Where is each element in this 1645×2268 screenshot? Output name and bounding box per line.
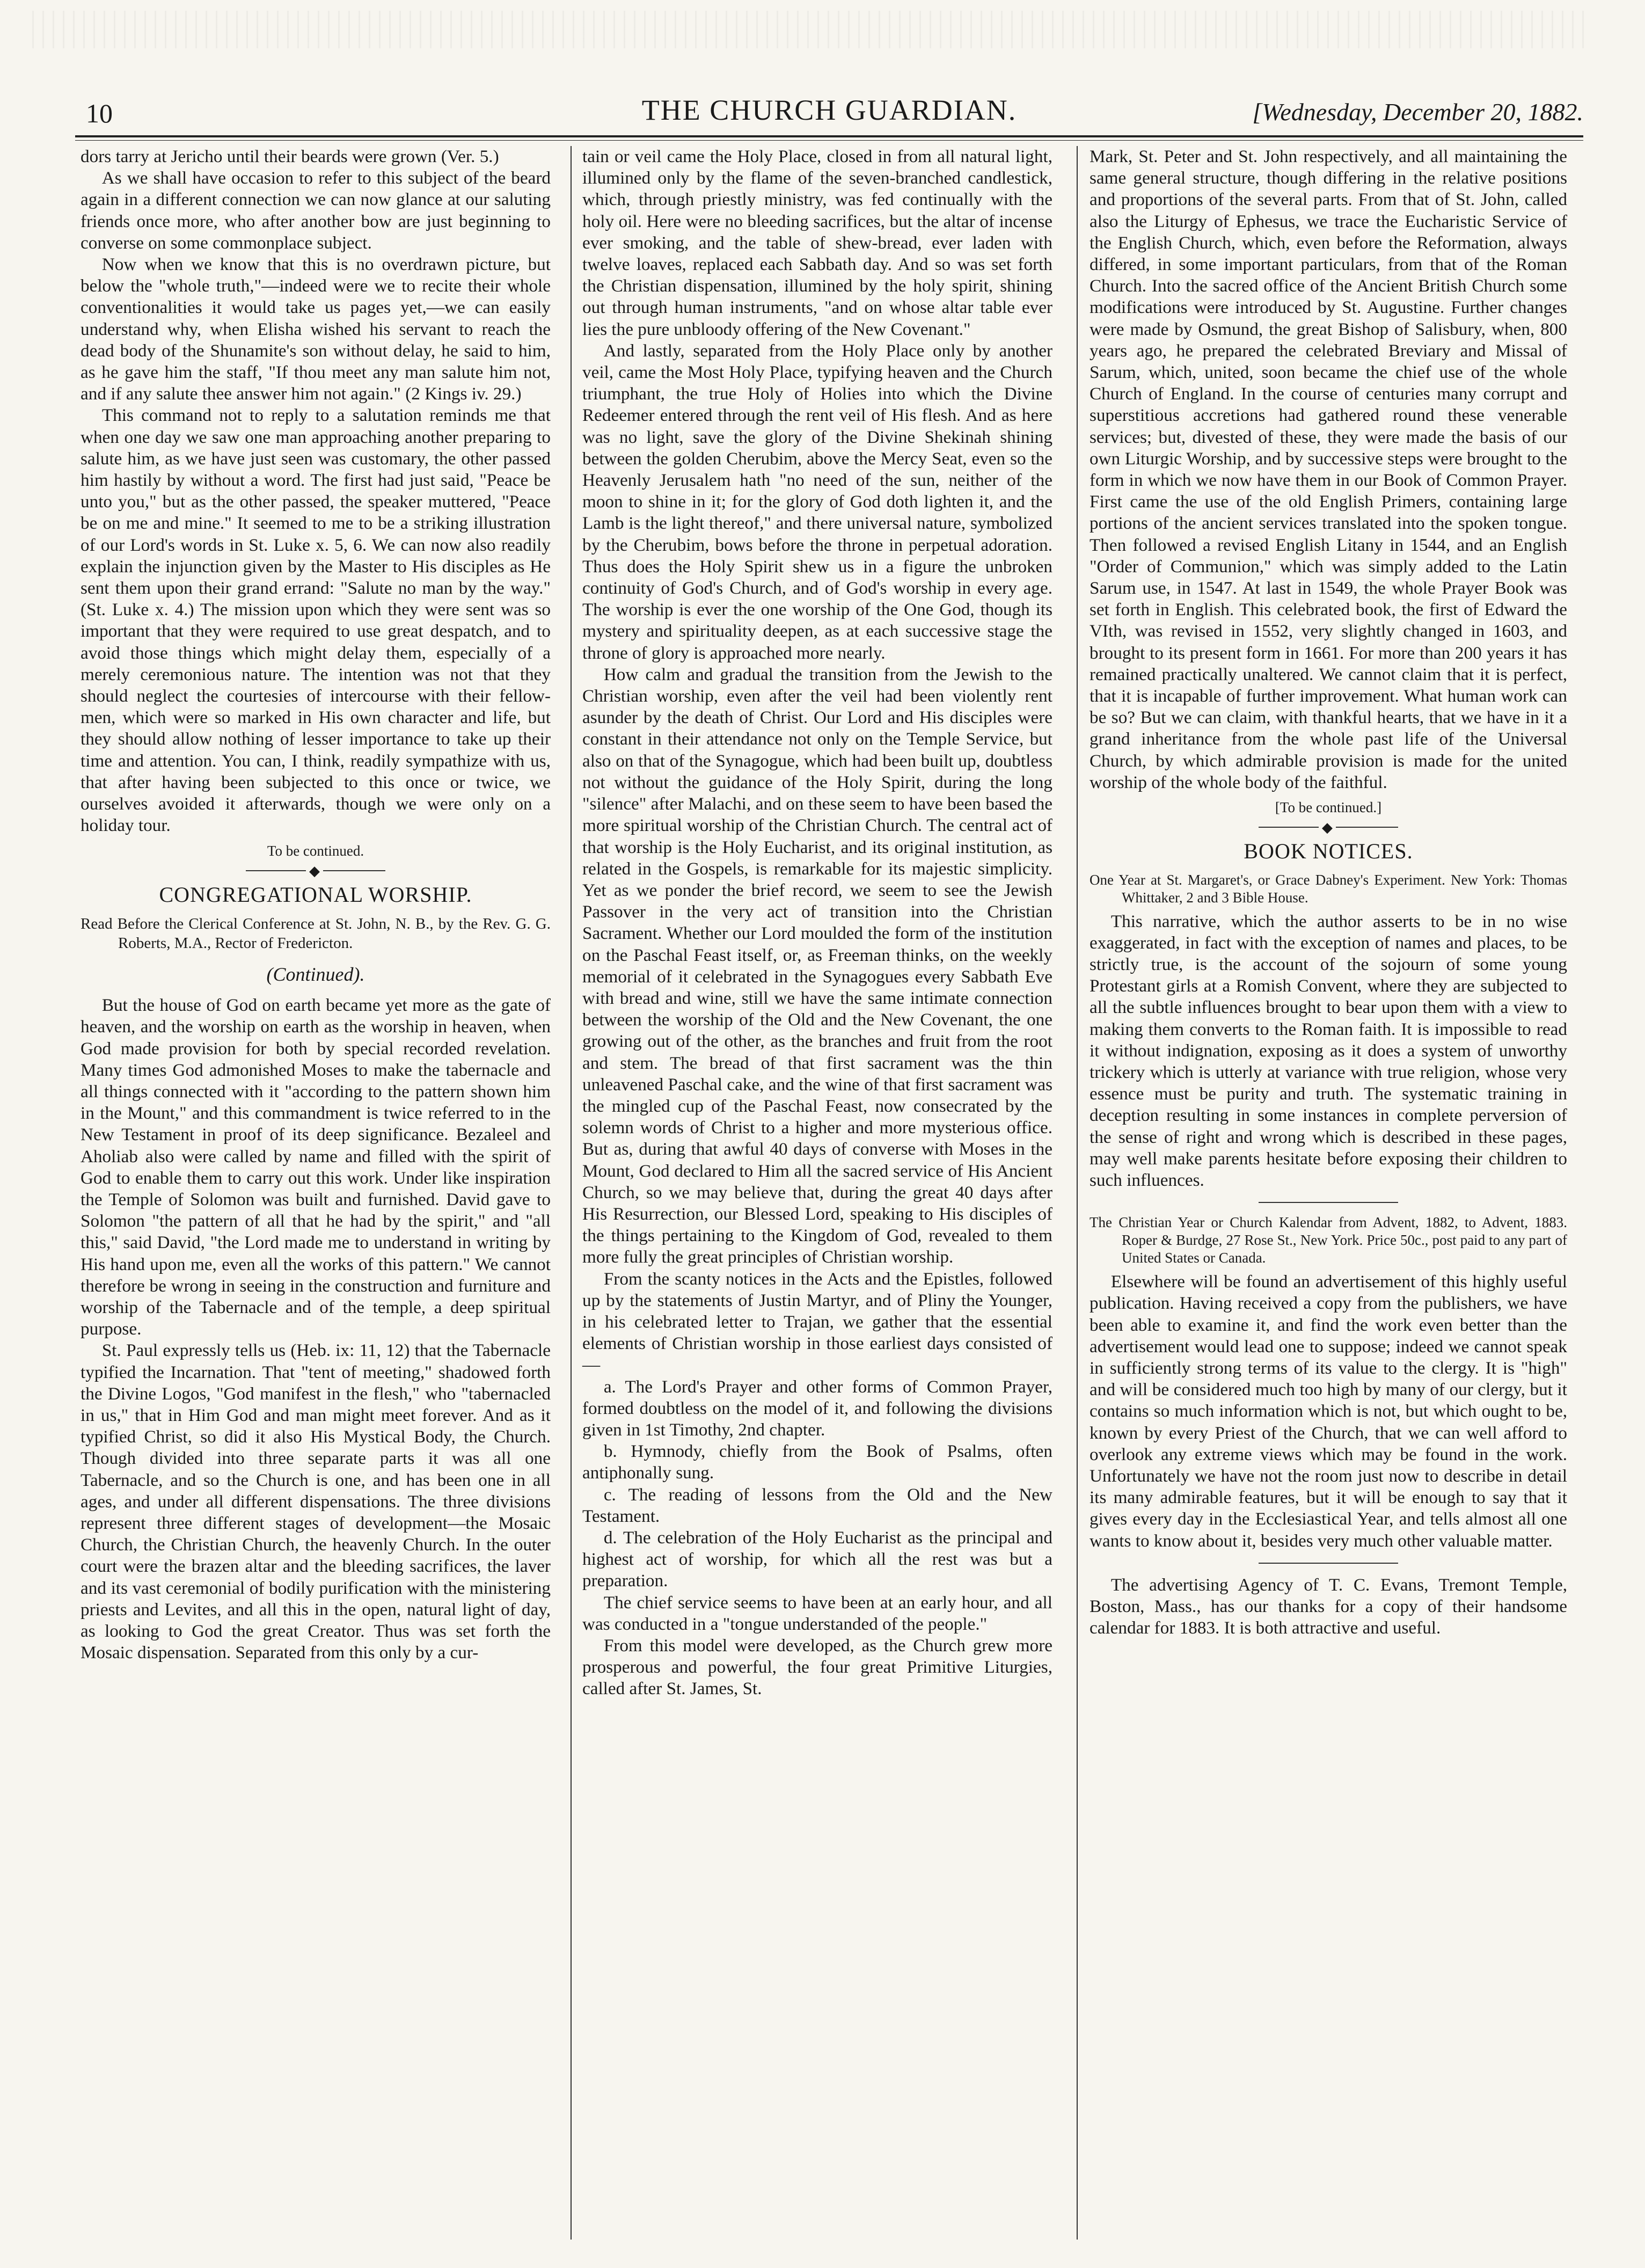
- print-smudge: [32, 11, 1589, 48]
- list-item: d. The celebration of the Holy Eucharist as the principal and highest act of worship, for which all the rest was but a preparation.: [582, 1528, 1052, 1591]
- book-citation: One Year at St. Margaret's, or Grace Dabney's Experiment. New York: Thomas Whittaker, 2 and 3 Bible House.: [1090, 871, 1567, 906]
- paragraph: St. Paul expressly tells us (Heb. ix: 11, 12) that the Tabernacle typified the Incarnation. That "tent of meeting," shadowed forth the Divine Logos, "God manifest in the flesh," who "tabernacled in us," that in Him God and man might meet forever. And as it typified Christ, so did it also His Mystical Body, the Church. Though divided into three separate parts it was all one Tabernacle, and so the Church is one, and has been one in all ages, and under all different dispensations. The three divisions represent three different stages of development—the Mosaic Church, the Christian Church, the heavenly Church. In the outer court were the brazen altar and the bleeding sacrifices, the laver and its vast ceremonial of bodily purification with the ministering priests and Levites, and all this in the open, natural light of day, as looking to God the great Creator. Thus was set forth the Mosaic dispensation. Separated from this only by a cur-: [81, 1340, 551, 1663]
- paragraph: As we shall have occasion to refer to this subject of the beard again in a different connection we can now glance at our saluting friends once more, who after another bow are just beginning to converse on some commonplace subject.: [81, 168, 551, 253]
- column-2: [582, 146, 1052, 1700]
- article-subhead: (Continued).: [266, 963, 365, 985]
- separator-rule: [1259, 1202, 1398, 1203]
- article-heading: CONGREGATIONAL WORSHIP.: [159, 882, 472, 907]
- ornamental-rule: [246, 867, 385, 874]
- page-number: 10: [86, 98, 113, 128]
- to-be-continued: [To be continued.]: [1275, 799, 1382, 816]
- issue-date: [Wednesday, December 20, 1882.: [1252, 98, 1583, 126]
- paragraph: dors tarry at Jericho until their beards were grown (Ver. 5.): [81, 147, 499, 166]
- paragraph: The advertising Agency of T. C. Evans, Tremont Temple, Boston, Mass., has our thanks for a copy of their handsome calendar for 1883. It is both attractive and useful.: [1090, 1574, 1567, 1638]
- masthead-rule: [75, 135, 1583, 141]
- book-citation: The Christian Year or Church Kalendar from Advent, 1882, to Advent, 1883. Roper & Burdge, 27 Rose St., New York. Price 50c., post paid to any part of United States or Canada.: [1090, 1214, 1567, 1266]
- paragraph: Now when we know that this is no overdrawn picture, but below the "whole truth,"—indeed were we to recite their whole conventionalities it would take us pages yet,—we can easily understand why, when Elisha wished his servant to reach the dead body of the Shunamite's son without delay, he said to him, as he gave him the staff, "If thou meet any man salute him not, and if any salute thee answer him not again." (2 Kings iv. 29.): [81, 254, 551, 404]
- paragraph: This narrative, which the author asserts to be in no wise exaggerated, in fact with the exception of names and places, to be strictly true, is the account of the sojourn of some young Protestant girls at a Romish Convent, where they are subjected to all the subtle influences brought to bear upon them with a view to making them converts to the Roman faith. It is impossible to read it without indignation, exposing as it does a system of unworthy trickery which is utterly at variance with true religion, whose very essence must be purity and truth. The systematic training in deception resulting in some instances in complete perversion of the sense of right and wrong which is described in these pages, may well make parents hesitate before exposing their children to such influences.: [1090, 911, 1567, 1190]
- column-3: [1090, 146, 1567, 1639]
- column-divider: [571, 146, 572, 2240]
- column-1: [81, 146, 551, 1664]
- masthead: [75, 91, 1583, 134]
- paragraph: The chief service seems to have been at an early hour, and all was conducted in a "tongue understanded of the people.": [582, 1592, 1052, 1634]
- paragraph: From the scanty notices in the Acts and the Epistles, followed up by the statements of Justin Martyr, and of Pliny the Younger, in his celebrated letter to Trajan, we gather that the essential elements of Christian worship in those earliest days consisted of—: [582, 1268, 1052, 1375]
- paragraph: From this model were developed, as the Church grew more prosperous and powerful, the four great Primitive Liturgies, called after St. James, St.: [582, 1636, 1052, 1699]
- paragraph: tain or veil came the Holy Place, closed in from all natural light, illumined only by the flame of the seven-branched candlestick, which, through priestly ministry, was fed continually with the holy oil. Here were no bleeding sacrifices, but the altar of incense ever smoking, and the table of shew-bread, ever laden with twelve loaves, replaced each Sabbath day. And so was set forth the Christian dispensation, illumined by the holy spirit, shining out through human instruments, "and on whose altar table ever lies the pure unbloody offering of the New Covenant.": [582, 147, 1052, 339]
- paragraph: And lastly, separated from the Holy Place only by another veil, came the Most Holy Place, typifying heaven and the Church triumphant, the true Holy of Holies into which the Divine Redeemer entered through the rent veil of His flesh. And as here was no light, save the glory of the Divine Shekinah shining between the golden Cherubim, above the Mercy Seat, even so the Heavenly Jerusalem hath "no need of the sun, neither of the moon to shine in it; for the glory of God doth lighten it, and the Lamb is the light thereof," and there universal nature, symbolized by the Cherubim, bows before the throne in perpetual adoration. Thus does the Holy Spirit shew us in a figure the unbroken continuity of God's Church, and of God's worship in every age. The worship is ever the one worship of the One God, though its mystery and spirituality deepen, as at each successive stage the throne of glory is approached more nearly.: [582, 340, 1052, 663]
- to-be-continued: To be continued.: [267, 842, 364, 859]
- paragraph: Mark, St. Peter and St. John respectively, and all maintaining the same general structure, though differing in the relative positions and proportions of the several parts. From that of St. John, called also the Liturgy of Ephesus, we trace the Eucharistic Service of the English Church, which, even before the Reformation, always differed, in some important particulars, from that of the Roman Church. Into the sacred office of the Ancient British Church some modifications were introduced by St. Augustine. Further changes were made by Osmund, the great Bishop of Salisbury, when, 800 years ago, he prepared the celebrated Breviary and Missal of Sarum, which, united, soon became the chief use of the whole Church of England. In the course of centuries many corrupt and superstitious accretions had gathered round these venerable services; but, divested of these, they were made the basis of our own Liturgic Worship, and by successive steps were brought to the form in which we now have them in our Book of Common Prayer. First came the use of the old English Primers, containing large portions of the ancient services translated into the spoken tongue. Then followed a revised English Litany in 1544, and an English "Order of Communion," which was simply added to the Latin Sarum use, in 1547. At last in 1549, the whole Prayer Book was set forth in English. This celebrated book, the first of Edward the VIth, was revised in 1552, very slightly changed in 1603, and brought to its present form in 1661. For more than 200 years it has remained practically unaltered. We cannot claim that it is perfect, that it is incapable of further improvement. What human work can be so? But we can claim, with thankful hearts, that we have in it a grand inheritance from the whole past life of the Universal Church, by which admirable provision is made for the united worship of the whole body of the faithful.: [1090, 147, 1567, 792]
- paragraph: How calm and gradual the transition from the Jewish to the Christian worship, even after the veil had been violently rent asunder by the death of Christ. Our Lord and His disciples were constant in their attendance not only on the Temple Service, but also on that of the Synagogue, which had been built up, doubtless not without the guidance of the Holy Spirit, during the long "silence" after Malachi, and on these seem to have been based the more spiritual worship of the Christian Church. The central act of that worship is the Holy Eucharist, and its original institution, as related in the Gospels, is remarkable for its majestic simplicity. Yet as we ponder the brief record, we seem to see the Jewish Passover in the very act of transition into the Christian Sacrament. Whether our Lord moulded the form of the institution on the Paschal Feast itself, or, as Freeman thinks, on the weekly memorial of it celebrated in the Synagogues every Sabbath Eve with bread and wine, still we have the same intimate connection between the worship of the Old and the New Covenant, the one growing out of the other, as the branches and fruit from the root and stem. The bread of that first sacrament was the thin unleavened Paschal cake, and the wine of that first sacrament was the mingled cup of the Paschal Feast, now consecrated by the solemn words of Christ to a higher and more mysterious office. But as, during that awful 40 days of converse with Moses in the Mount, God declared to Him all the sacred service of His Ancient Church, so we may believe that, during the great 40 days after His Resurrection, our Blessed Lord, speaking to His disciples of the things pertaining to the Kingdom of God, revealed to them more fully the great principles of Christian worship.: [582, 664, 1052, 1267]
- separator-rule: [1259, 1563, 1398, 1564]
- ornamental-rule: [1259, 823, 1398, 831]
- paragraph: But the house of God on earth became yet more as the gate of heaven, and the worship on earth as the worship in heaven, when God made provision for both by special recorded revelation. Many times God admonished Moses to make the tabernacle and all things connected with it "according to the pattern shown him in the Mount," and this commandment is twice referred to in the New Testament in proof of its deep significance. Bezaleel and Aholiab also were called by name and filled with the spirit of God to enable them to carry out this work. Under like inspiration the Temple of Solomon was built and furnished. David gave to Solomon "the pattern of all that he had by the spirit," and "all this," said David, "the Lord made me to understand in writing by His hand upon me, even all the works of this pattern." We cannot therefore be wrong in seeing in the construction and furniture and worship of the Tabernacle and of the temple, a deep spiritual purpose.: [81, 995, 551, 1339]
- paper-title: THE CHURCH GUARDIAN.: [641, 94, 1017, 126]
- section-heading: BOOK NOTICES.: [1244, 839, 1413, 864]
- paragraph: This command not to reply to a salutation reminds me that when one day we saw one man approaching another preparing to salute him, as we have just seen was customary, the other passed him hastily by without a word. The first had just said, "Peace be unto you," but as the other passed, the speaker muttered, "Peace be on me and mine." It seemed to me to be a striking illustration of our Lord's words in St. Luke x. 5, 6. We can now also readily explain the injunction given by the Master to His disciples as He sent them upon their grand errand: "Salute no man by the way." (St. Luke x. 4.) The mission upon which they were sent was so important that they were required to use great despatch, and to avoid those things which might delay them, especially of a merely ceremonious nature. The intention was not that they should neglect the courtesies of intercourse with their fellow-men, which were so marked in His own character and life, but they should allow nothing of lesser importance to take up their time and attention. You can, I think, readily sympathize with us, that after having been subjected to this once or twice, we ourselves avoided it afterwards, though we were only on a holiday tour.: [81, 405, 551, 836]
- article-byline: Read Before the Clerical Conference at St. John, N. B., by the Rev. G. G. Roberts, M.A., Rector of Fredericton.: [81, 915, 551, 952]
- column-divider: [1077, 146, 1078, 2240]
- list-item: c. The reading of lessons from the Old and the New Testament.: [582, 1484, 1052, 1526]
- list-item: b. Hymnody, chiefly from the Book of Psalms, often antiphonally sung.: [582, 1441, 1052, 1483]
- list-item: a. The Lord's Prayer and other forms of Common Prayer, formed doubtless on the model of it, and following the divisions given in 1st Timothy, 2nd chapter.: [582, 1376, 1052, 1440]
- paragraph: Elsewhere will be found an advertisement of this highly useful publication. Having received a copy from the publishers, we have been able to examine it, and find the work even better than the advertisement would lead one to suppose; indeed we cannot speak in sufficiently strong terms of its value to the clergy. It is "high" and will be considered much too high by many of our clergy, but it contains so much information which is not, but which ought to be, known by every Priest of the Church, that we can well afford to overlook any extreme views which may be found in the work. Unfortunately we have not the room just now to describe in detail its many admirable features, but it will be enough to say that it gives every day in the Ecclesiastical Year, and tells almost all one wants to know about it, besides very much other valuable matter.: [1090, 1272, 1567, 1551]
